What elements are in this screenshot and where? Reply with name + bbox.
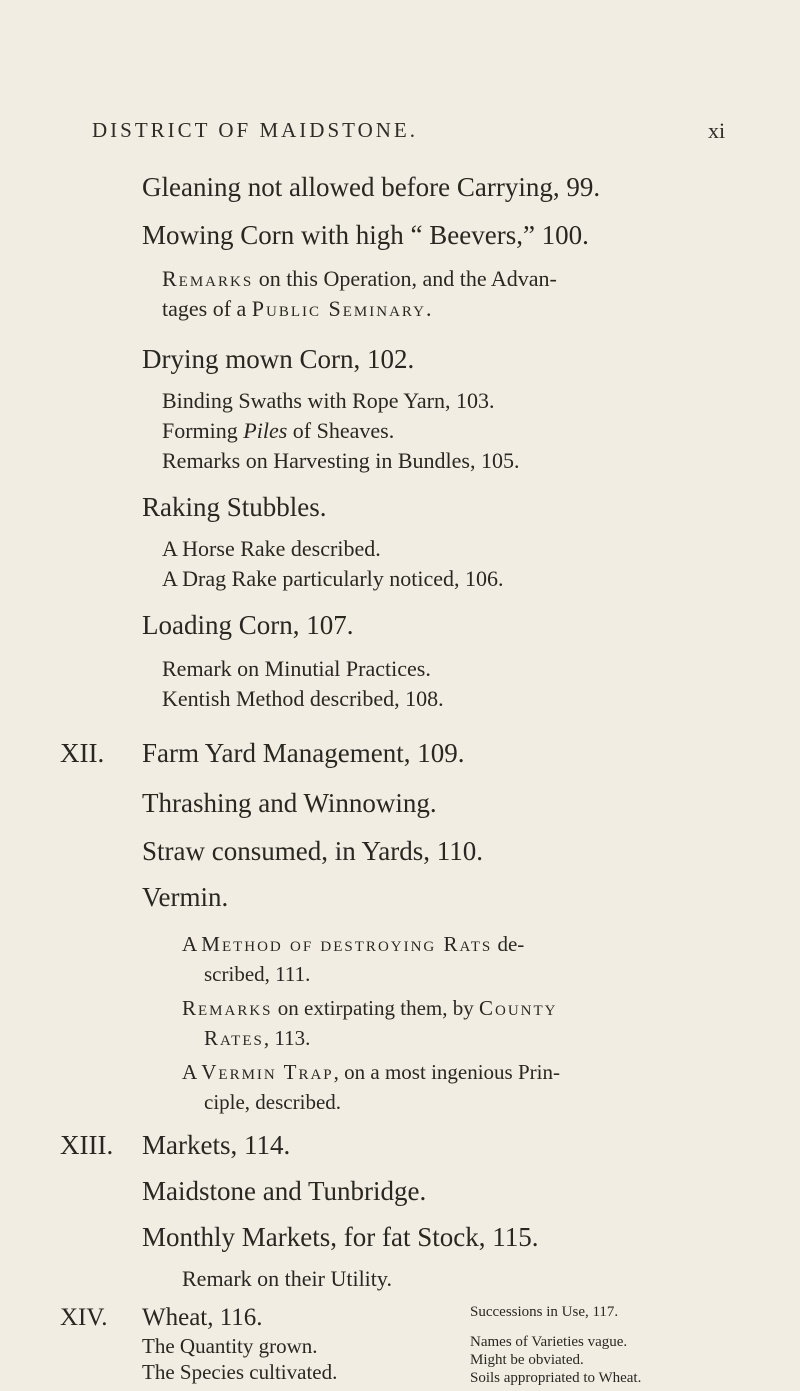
toc-subentry: Remarks on this Operation, and the Advan- xyxy=(162,266,557,291)
page-header xyxy=(0,118,800,154)
toc-entry: Drying mown Corn, 102. xyxy=(142,344,415,374)
toc-entry: Thrashing and Winnowing. xyxy=(142,788,437,818)
toc-entry: Vermin. xyxy=(142,882,229,912)
toc-subentry: Remark on their Utility. xyxy=(182,1266,392,1291)
toc-subentry: scribed, 111. xyxy=(204,962,311,986)
toc-entry: Straw consumed, in Yards, 110. xyxy=(142,836,483,866)
toc-entry: Mowing Corn with high “ Beevers,” 100. xyxy=(142,220,589,250)
running-head: DISTRICT OF MAIDSTONE. xyxy=(92,118,418,142)
toc-entry: Monthly Markets, for fat Stock, 115. xyxy=(142,1222,539,1252)
toc-entry: Soils appropriated to Wheat. xyxy=(470,1370,642,1386)
toc-entry: Maidstone and Tunbridge. xyxy=(142,1176,427,1206)
toc-subentry: Forming Piles of Sheaves. xyxy=(162,418,395,443)
toc-subentry: Rates, 113. xyxy=(204,1026,311,1050)
toc-subentry: ciple, described. xyxy=(204,1090,342,1114)
toc-subentry: Names of Varieties vague. xyxy=(470,1334,628,1350)
toc-subentry: Kentish Method described, 108. xyxy=(162,686,444,711)
toc-entry: Gleaning not allowed before Carrying, 99. xyxy=(142,172,601,202)
toc-subentry: Remarks on extirpating them, by County xyxy=(182,996,558,1020)
toc-subentry: tages of a Public Seminary. xyxy=(162,296,432,321)
page-number: xi xyxy=(708,118,726,143)
toc-subentry: Binding Swaths with Rope Yarn, 103. xyxy=(162,388,495,413)
toc-subentry: Remarks on Harvesting in Bundles, 105. xyxy=(162,448,520,473)
toc-subentry: Might be obviated. xyxy=(470,1352,584,1368)
toc-subentry: A Drag Rake particularly noticed, 106. xyxy=(162,566,504,591)
toc-entry: Successions in Use, 117. xyxy=(470,1304,619,1320)
toc-entry: The Species cultivated. xyxy=(142,1360,338,1384)
toc-subentry: A Horse Rake described. xyxy=(162,536,381,561)
toc-entry: Loading Corn, 107. xyxy=(142,610,354,640)
toc-entry: The Quantity grown. xyxy=(142,1334,318,1358)
toc-entry: Raking Stubbles. xyxy=(142,492,327,522)
chapter-heading: XII. Farm Yard Management, 109. xyxy=(60,738,465,768)
toc-subentry: A Method of destroying Rats de- xyxy=(182,932,525,956)
chapter-heading: XIII. Markets, 114. xyxy=(60,1130,291,1160)
chapter-heading: XIV. Wheat, 116. xyxy=(60,1304,263,1331)
toc-subentry: Remark on Minutial Practices. xyxy=(162,656,431,681)
toc-subentry: A Vermin Trap, on a most ingenious Prin- xyxy=(182,1060,560,1084)
